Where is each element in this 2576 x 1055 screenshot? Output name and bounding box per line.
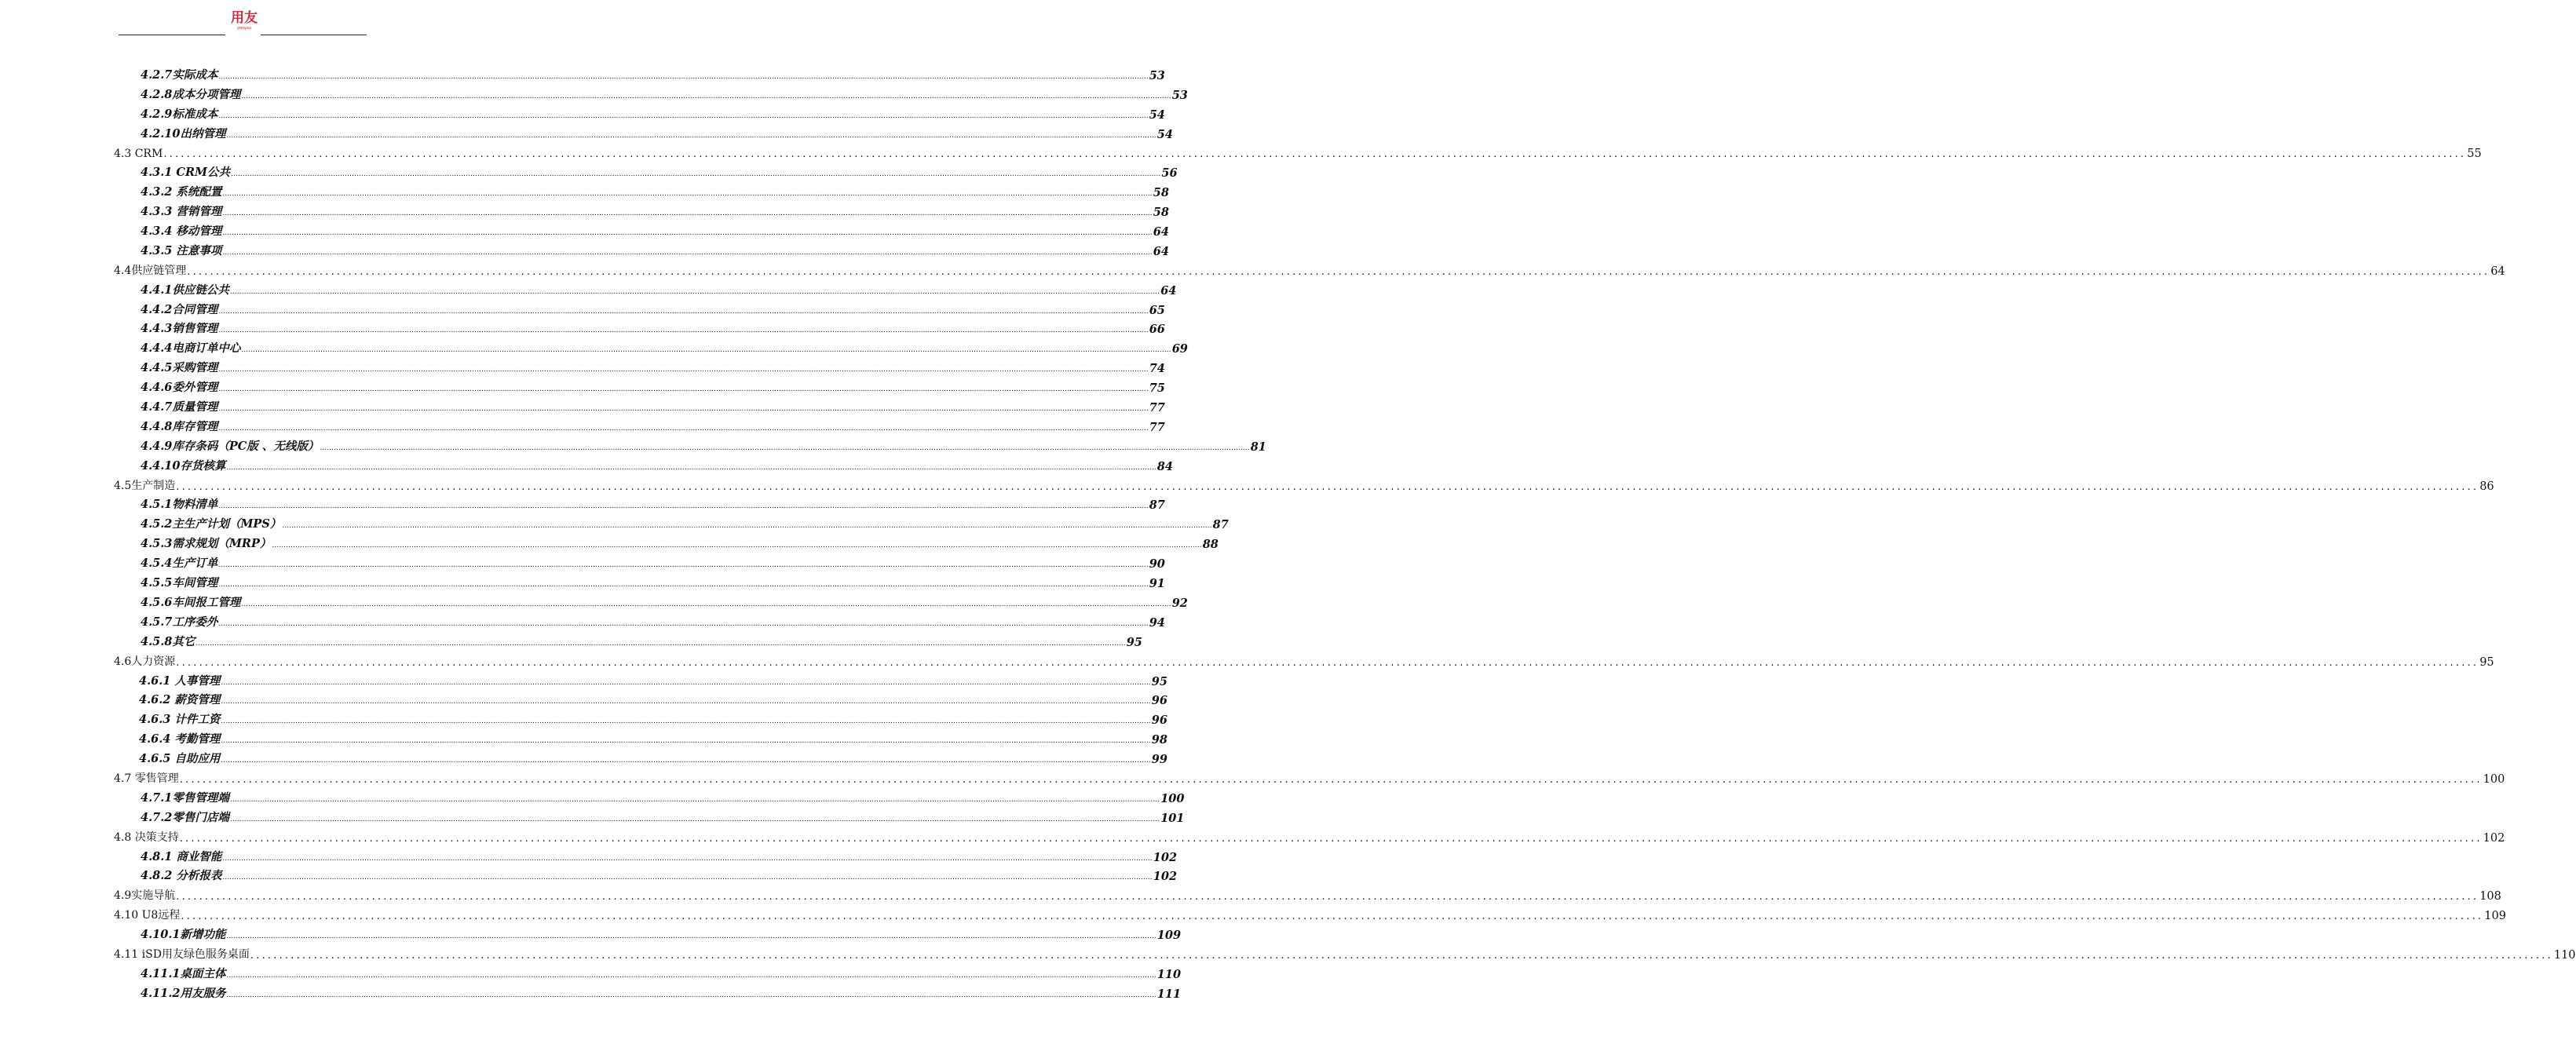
- toc-entry-title: 4.4.6委外管理: [141, 381, 218, 395]
- toc-entry-title: 4.5生产制造: [114, 479, 176, 492]
- dot-leader: ................................................................................................................................................................................................................................................................................................................................................................................................................: [218, 111, 1149, 120]
- toc-entry-page-number: 90: [1149, 557, 1165, 571]
- dot-leader: ................................................................................................................................................................................................................................................................................................................................................................................................................: [222, 854, 1153, 863]
- toc-entry-title: 4.5.5车间管理: [141, 576, 218, 590]
- dot-leader: ................................................................................................................................................................................................................................................................................................................................................................................................................: [181, 911, 2484, 923]
- dot-leader: ................................................................................................................................................................................................................................................................................................................................................................................................................: [176, 656, 2479, 669]
- toc-entry-page-number: 69: [1171, 342, 1188, 356]
- toc-entry-title: 4.9实施导航: [114, 889, 176, 903]
- dot-leader: ................................................................................................................................................................................................................................................................................................................................................................................................................: [187, 265, 2490, 278]
- toc-entry[interactable]: [114, 886, 2501, 906]
- dot-leader: ................................................................................................................................................................................................................................................................................................................................................................................................................: [282, 522, 1212, 531]
- toc-entry[interactable]: [141, 867, 1178, 887]
- toc-entry[interactable]: [141, 339, 1188, 359]
- toc-entry-page-number: 101: [1160, 811, 1185, 825]
- toc-entry-page-number: 64: [1153, 225, 1169, 239]
- toc-entry-page-number: 99: [1151, 753, 1167, 767]
- toc-entry-page-number: 102: [1153, 850, 1178, 864]
- toc-entry[interactable]: [114, 652, 2494, 672]
- dot-leader: ................................................................................................................................................................................................................................................................................................................................................................................................................: [221, 678, 1151, 687]
- toc-entry-page-number: 110: [1156, 967, 1182, 981]
- toc-entry-page-number: 95: [1151, 674, 1167, 688]
- toc-entry[interactable]: [141, 554, 1165, 574]
- dot-leader: ................................................................................................................................................................................................................................................................................................................................................................................................................: [229, 815, 1160, 823]
- toc-entry-page-number: 86: [2479, 480, 2494, 493]
- toc-entry-page-number: 109: [2484, 910, 2506, 923]
- dot-leader: ................................................................................................................................................................................................................................................................................................................................................................................................................: [221, 757, 1151, 765]
- toc-entry[interactable]: [141, 789, 1185, 809]
- dot-leader: ................................................................................................................................................................................................................................................................................................................................................................................................................: [229, 795, 1160, 804]
- toc-entry-page-number: 58: [1153, 186, 1169, 200]
- toc-entry[interactable]: [139, 710, 1167, 730]
- toc-entry-title: 4.4.2合同管理: [141, 302, 218, 316]
- toc-entry-page-number: 98: [1151, 733, 1167, 747]
- toc-entry[interactable]: [141, 183, 1169, 203]
- dot-leader: ................................................................................................................................................................................................................................................................................................................................................................................................................: [218, 405, 1149, 414]
- logo-subtext: yonyou: [236, 26, 252, 31]
- dot-leader: ................................................................................................................................................................................................................................................................................................................................................................................................................: [222, 248, 1153, 257]
- toc-entry-title: 4.5.3需求规划（MRP）: [141, 537, 272, 551]
- toc-entry-page-number: 102: [2483, 831, 2505, 845]
- toc-entry-title: 4.5.1物料清单: [141, 498, 218, 512]
- toc-entry-page-number: 58: [1153, 206, 1169, 220]
- toc-entry-page-number: 56: [1161, 166, 1178, 181]
- toc-entry-title: 4.5.6车间报工管理: [141, 595, 241, 609]
- toc-entry-title: 4.5.2主生产计划（MPS）: [141, 517, 282, 531]
- dot-leader: ................................................................................................................................................................................................................................................................................................................................................................................................................: [241, 600, 1171, 608]
- toc-entry-title: 4.5.8其它: [141, 634, 195, 648]
- dot-leader: ................................................................................................................................................................................................................................................................................................................................................................................................................: [241, 92, 1171, 100]
- toc-entry-title: 4.2.7实际成本: [141, 68, 218, 82]
- toc-entry-page-number: 64: [2490, 265, 2505, 278]
- toc-entry[interactable]: [141, 203, 1169, 222]
- toc-entry-title: 4.4供应链管理: [114, 264, 187, 277]
- toc-entry-page-number: 53: [1149, 68, 1165, 82]
- toc-entry-title: 4.6.2 薪资管理: [139, 693, 221, 707]
- toc-entry[interactable]: [141, 965, 1182, 984]
- toc-entry[interactable]: [141, 86, 1188, 105]
- yonyou-logo: [228, 11, 260, 31]
- toc-entry-page-number: 95: [1126, 635, 1142, 649]
- toc-entry-page-number: 77: [1149, 401, 1165, 415]
- toc-entry-title: 4.3.2 系统配置: [141, 185, 222, 199]
- toc-entry-page-number: 65: [1149, 303, 1165, 317]
- toc-entry-page-number: 100: [2483, 772, 2505, 786]
- page-header: [0, 0, 746, 47]
- toc-entry-title: 4.6.5 自助应用: [139, 752, 221, 766]
- toc-entry-page-number: 94: [1149, 615, 1165, 630]
- toc-entry-title: 4.6.3 计件工资: [139, 713, 221, 727]
- toc-entry-page-number: 109: [1156, 929, 1182, 943]
- dot-leader: ................................................................................................................................................................................................................................................................................................................................................................................................................: [222, 874, 1153, 882]
- toc-entry-title: 4.11 iSD用友绿色服务桌面: [114, 947, 250, 961]
- toc-entry[interactable]: [141, 222, 1169, 242]
- toc-entry[interactable]: [141, 848, 1178, 867]
- toc-entry-title: 4.2.8成本分项管理: [141, 87, 241, 101]
- toc-entry-title: 4.4.10存货核算: [141, 458, 226, 473]
- toc-entry[interactable]: [141, 633, 1142, 652]
- toc-entry-title: 4.8.1 商业智能: [141, 849, 222, 863]
- toc-entry-page-number: 77: [1149, 420, 1165, 434]
- toc-entry-title: 4.5.7工序委外: [141, 615, 218, 629]
- toc-entry-page-number: 87: [1149, 498, 1165, 513]
- toc-entry[interactable]: [114, 828, 2505, 848]
- toc-entry-title: 4.4.3销售管理: [141, 322, 218, 336]
- dot-leader: ................................................................................................................................................................................................................................................................................................................................................................................................................: [226, 991, 1156, 999]
- dot-leader: ................................................................................................................................................................................................................................................................................................................................................................................................................: [229, 287, 1160, 296]
- toc-entry[interactable]: [141, 359, 1165, 378]
- toc-entry-page-number: 100: [1160, 791, 1185, 805]
- toc-entry[interactable]: [114, 144, 2482, 164]
- toc-entry-page-number: 64: [1160, 283, 1177, 298]
- toc-entry[interactable]: [141, 515, 1229, 535]
- toc-entry-page-number: 110: [2553, 948, 2576, 962]
- toc-entry[interactable]: [141, 496, 1165, 516]
- toc-entry-title: 4.2.9标准成本: [141, 107, 218, 121]
- dot-leader: ................................................................................................................................................................................................................................................................................................................................................................................................................: [218, 307, 1149, 316]
- dot-leader: ................................................................................................................................................................................................................................................................................................................................................................................................................: [221, 717, 1151, 726]
- toc-entry[interactable]: [141, 457, 1173, 476]
- toc-entry-title: 4.3.5 注意事项: [141, 243, 222, 257]
- toc-entry[interactable]: [114, 769, 2505, 789]
- toc-entry-title: 4.4.8库存管理: [141, 419, 218, 433]
- toc-entry[interactable]: [141, 593, 1188, 613]
- toc-entry-page-number: 54: [1156, 127, 1173, 141]
- toc-entry[interactable]: [139, 672, 1167, 692]
- dot-leader: ................................................................................................................................................................................................................................................................................................................................................................................................................: [250, 949, 2553, 962]
- toc-entry-page-number: 87: [1212, 518, 1229, 532]
- dot-leader: ................................................................................................................................................................................................................................................................................................................................................................................................................: [163, 148, 2467, 161]
- toc-entry[interactable]: [141, 125, 1173, 144]
- toc-entry-title: 4.6.1 人事管理: [139, 674, 221, 688]
- dot-leader: ................................................................................................................................................................................................................................................................................................................................................................................................................: [231, 170, 1161, 179]
- dot-leader: ................................................................................................................................................................................................................................................................................................................................................................................................................: [221, 698, 1151, 706]
- toc-entry-title: 4.6.4 考勤管理: [139, 732, 221, 747]
- toc-entry-title: 4.3.3 营销管理: [141, 205, 222, 219]
- toc-entry[interactable]: [141, 574, 1165, 593]
- toc-entry-page-number: 91: [1149, 577, 1165, 591]
- toc-entry[interactable]: [114, 906, 2506, 925]
- toc-entry[interactable]: [141, 437, 1266, 457]
- dot-leader: ................................................................................................................................................................................................................................................................................................................................................................................................................: [176, 891, 2479, 904]
- dot-leader: ................................................................................................................................................................................................................................................................................................................................................................................................................: [218, 561, 1149, 570]
- toc-entry-page-number: 88: [1202, 538, 1219, 552]
- toc-entry-title: 4.11.2用友服务: [141, 986, 226, 1000]
- toc-entry-title: 4.5.4生产订单: [141, 557, 218, 571]
- toc-entry[interactable]: [141, 281, 1177, 301]
- toc-entry-title: 4.2.10出纳管理: [141, 126, 226, 141]
- toc-entry-title: 4.7.1零售管理端: [141, 790, 229, 805]
- toc-entry[interactable]: [139, 730, 1167, 750]
- toc-entry-page-number: 81: [1250, 440, 1266, 454]
- toc-entry-title: 4.4.4电商订单中心: [141, 341, 241, 356]
- toc-entry[interactable]: [114, 945, 2576, 965]
- toc-entry[interactable]: [141, 925, 1182, 945]
- dot-leader: ................................................................................................................................................................................................................................................................................................................................................................................................................: [226, 131, 1156, 140]
- toc-entry[interactable]: [141, 66, 1165, 86]
- toc-entry[interactable]: [141, 301, 1165, 320]
- dot-leader: ................................................................................................................................................................................................................................................................................................................................................................................................................: [221, 737, 1151, 746]
- toc-entry[interactable]: [141, 320, 1165, 340]
- toc-entry-page-number: 92: [1171, 596, 1188, 610]
- dot-leader: ................................................................................................................................................................................................................................................................................................................................................................................................................: [179, 773, 2483, 786]
- toc-entry-title: 4.3 CRM: [114, 148, 163, 161]
- toc-entry-title: 4.4.5采购管理: [141, 361, 218, 375]
- dot-leader: ................................................................................................................................................................................................................................................................................................................................................................................................................: [218, 502, 1149, 511]
- toc-entry[interactable]: [141, 809, 1185, 828]
- toc-entry[interactable]: [141, 378, 1165, 398]
- toc-entry[interactable]: [141, 418, 1165, 437]
- toc-entry[interactable]: [114, 261, 2505, 281]
- dot-leader: ................................................................................................................................................................................................................................................................................................................................................................................................................: [218, 581, 1149, 590]
- dot-leader: ................................................................................................................................................................................................................................................................................................................................................................................................................: [218, 327, 1149, 335]
- toc-entry-page-number: 96: [1151, 694, 1167, 708]
- toc-entry-title: 4.8.2 分析报表: [141, 869, 222, 883]
- toc-entry-page-number: 84: [1156, 459, 1173, 473]
- dot-leader: ................................................................................................................................................................................................................................................................................................................................................................................................................: [222, 190, 1153, 199]
- toc-entry[interactable]: [141, 398, 1165, 418]
- toc-entry[interactable]: [114, 476, 2494, 496]
- toc-entry-title: 4.4.9库存条码（PC版 、无线版）: [141, 439, 320, 453]
- toc-entry-title: 4.8 决策支持: [114, 830, 179, 844]
- toc-entry-page-number: 54: [1149, 108, 1165, 122]
- toc-entry[interactable]: [141, 242, 1169, 261]
- dot-leader: ................................................................................................................................................................................................................................................................................................................................................................................................................: [222, 229, 1153, 238]
- toc-entry-title: 4.10.1新增功能: [141, 928, 226, 942]
- dot-leader: ................................................................................................................................................................................................................................................................................................................................................................................................................: [272, 542, 1202, 550]
- toc-entry-page-number: 55: [2467, 148, 2482, 161]
- dot-leader: ................................................................................................................................................................................................................................................................................................................................................................................................................: [218, 72, 1149, 81]
- toc-entry-page-number: 53: [1171, 88, 1188, 102]
- toc-entry-page-number: 96: [1151, 714, 1167, 728]
- dot-leader: ................................................................................................................................................................................................................................................................................................................................................................................................................: [241, 346, 1171, 355]
- toc-entry-page-number: 75: [1149, 381, 1165, 396]
- toc-entry-page-number: 108: [2479, 890, 2501, 904]
- toc-entry-title: 4.6人力资源: [114, 655, 176, 668]
- dot-leader: ................................................................................................................................................................................................................................................................................................................................................................................................................: [218, 424, 1149, 433]
- toc-entry[interactable]: [141, 105, 1165, 125]
- dot-leader: ................................................................................................................................................................................................................................................................................................................................................................................................................: [218, 385, 1149, 394]
- toc-entry-title: 4.3.4 移动管理: [141, 225, 222, 239]
- toc-entry-title: 4.4.7质量管理: [141, 400, 218, 414]
- toc-entry[interactable]: [141, 535, 1219, 554]
- dot-leader: ................................................................................................................................................................................................................................................................................................................................................................................................................: [218, 366, 1149, 374]
- toc-entry-page-number: 64: [1153, 244, 1169, 258]
- dot-leader: ................................................................................................................................................................................................................................................................................................................................................................................................................: [222, 210, 1153, 218]
- dot-leader: ................................................................................................................................................................................................................................................................................................................................................................................................................: [226, 933, 1156, 941]
- toc-entry-title: 4.10 U8远程: [114, 909, 181, 922]
- dot-leader: ................................................................................................................................................................................................................................................................................................................................................................................................................: [226, 463, 1156, 472]
- toc-entry[interactable]: [141, 163, 1178, 183]
- table-of-contents: [0, 66, 2576, 1004]
- toc-entry-title: 4.4.1供应链公共: [141, 283, 229, 297]
- toc-entry-page-number: 74: [1149, 362, 1165, 376]
- dot-leader: ................................................................................................................................................................................................................................................................................................................................................................................................................: [179, 832, 2483, 845]
- toc-entry-title: 4.11.1桌面主体: [141, 966, 226, 980]
- toc-entry[interactable]: [139, 692, 1167, 711]
- toc-entry[interactable]: [141, 613, 1165, 633]
- dot-leader: ................................................................................................................................................................................................................................................................................................................................................................................................................: [320, 444, 1250, 452]
- toc-entry-page-number: 95: [2479, 655, 2494, 669]
- toc-entry[interactable]: [139, 750, 1167, 769]
- logo-text: 用友: [231, 10, 258, 26]
- toc-entry[interactable]: [141, 984, 1182, 1004]
- toc-entry-title: 4.3.1 CRM公共: [141, 166, 231, 180]
- toc-entry-title: 4.7.2零售门店端: [141, 810, 229, 824]
- toc-entry-page-number: 66: [1149, 323, 1165, 337]
- dot-leader: ................................................................................................................................................................................................................................................................................................................................................................................................................: [218, 619, 1149, 628]
- toc-entry-page-number: 102: [1153, 870, 1178, 884]
- dot-leader: ................................................................................................................................................................................................................................................................................................................................................................................................................: [176, 480, 2479, 493]
- dot-leader: ................................................................................................................................................................................................................................................................................................................................................................................................................: [195, 639, 1126, 648]
- toc-entry-page-number: 111: [1156, 987, 1182, 1001]
- dot-leader: ................................................................................................................................................................................................................................................................................................................................................................................................................: [226, 971, 1156, 980]
- toc-entry-title: 4.7 零售管理: [114, 772, 179, 785]
